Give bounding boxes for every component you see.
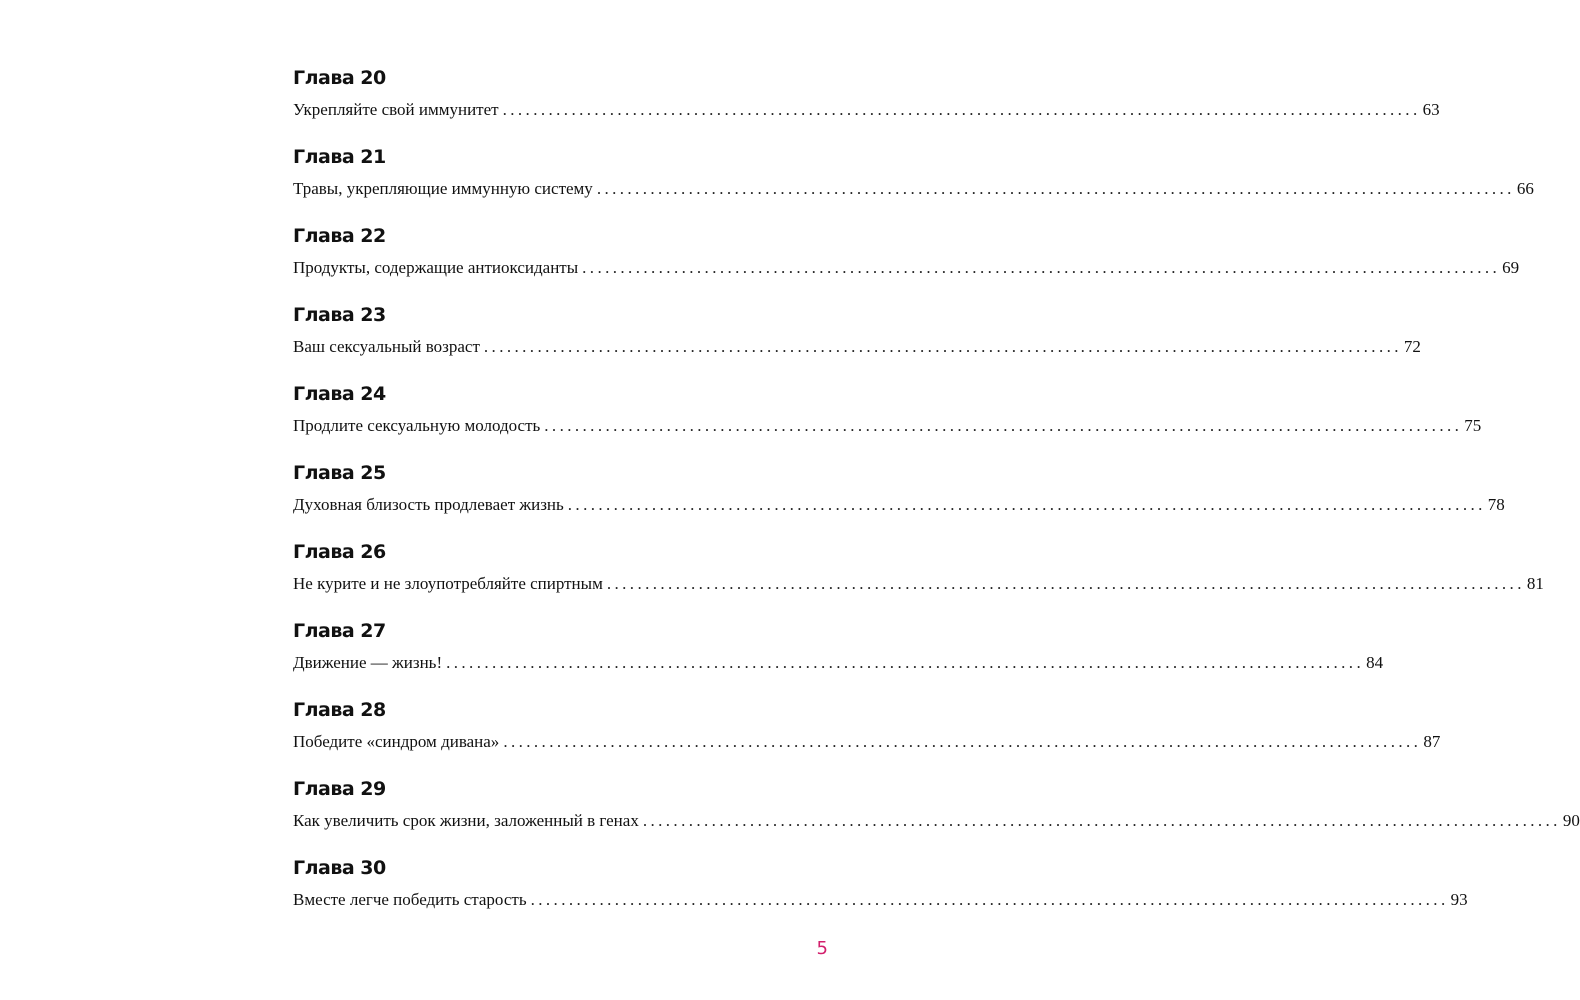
dot-leader: ........................................................................................................................	[483, 337, 1402, 356]
toc-entry[interactable]	[293, 255, 1520, 281]
toc-entry-page: 78	[1487, 495, 1505, 514]
toc-entry[interactable]	[293, 492, 1505, 518]
toc-entry[interactable]	[293, 729, 1441, 755]
toc-chapter	[293, 63, 1440, 142]
page-number: 5	[816, 938, 828, 959]
toc-entry-title: Вместе легче победить старость	[293, 890, 527, 909]
toc-entry-title: Духовная близость продлевает жизнь	[293, 495, 564, 514]
toc-chapter	[293, 221, 1520, 300]
toc-chapter	[293, 300, 1421, 379]
toc-entry-title: Движение — жизнь!	[293, 653, 443, 672]
toc-chapter	[293, 379, 1482, 458]
dot-leader: ........................................................................................................................	[642, 811, 1561, 830]
toc-entry-title: Продлите сексуальную молодость	[293, 416, 541, 435]
toc-entry-page: 90	[1562, 811, 1580, 830]
chapter-heading: Глава 23	[293, 304, 386, 326]
chapter-heading: Глава 21	[293, 146, 386, 168]
toc-chapter	[293, 458, 1505, 537]
chapter-heading: Глава 30	[293, 857, 386, 879]
toc-entry-page: 72	[1403, 337, 1421, 356]
chapter-heading: Глава 20	[293, 67, 386, 89]
toc-chapter	[293, 774, 1580, 853]
chapter-heading: Глава 24	[293, 383, 386, 405]
toc-entry[interactable]	[293, 97, 1440, 123]
toc-entry-title: Как увеличить срок жизни, заложенный в генах	[293, 811, 639, 830]
toc-entry[interactable]	[293, 413, 1482, 439]
toc-entry-page: 63	[1422, 100, 1440, 119]
toc-entry[interactable]	[293, 887, 1468, 913]
toc-entry-page: 84	[1366, 653, 1384, 672]
toc-entry-title: Не курите и не злоупотребляйте спиртным	[293, 574, 603, 593]
toc-entry-page: 93	[1450, 890, 1468, 909]
chapter-heading: Глава 25	[293, 462, 386, 484]
toc-entry-title: Победите «синдром дивана»	[293, 732, 500, 751]
toc-entry-page: 87	[1423, 732, 1441, 751]
chapter-heading: Глава 22	[293, 225, 386, 247]
table-of-contents	[293, 63, 1580, 932]
toc-entry-page: 69	[1502, 258, 1520, 277]
dot-leader: ........................................................................................................................	[502, 100, 1421, 119]
toc-entry-page: 75	[1464, 416, 1482, 435]
toc-entry-page: 66	[1516, 179, 1534, 198]
dot-leader: ........................................................................................................................	[606, 574, 1525, 593]
chapter-heading: Глава 28	[293, 699, 386, 721]
toc-chapter	[293, 853, 1468, 932]
toc-entry[interactable]	[293, 176, 1534, 202]
toc-chapter	[293, 537, 1544, 616]
toc-entry[interactable]	[293, 808, 1580, 834]
dot-leader: ........................................................................................................................	[567, 495, 1486, 514]
toc-chapter	[293, 616, 1384, 695]
toc-entry-title: Укрепляйте свой иммунитет	[293, 100, 499, 119]
chapter-heading: Глава 26	[293, 541, 386, 563]
toc-entry-title: Продукты, содержащие антиоксиданты	[293, 258, 579, 277]
toc-entry[interactable]	[293, 650, 1384, 676]
dot-leader: ........................................................................................................................	[503, 732, 1422, 751]
toc-entry[interactable]	[293, 334, 1421, 360]
dot-leader: ........................................................................................................................	[544, 416, 1463, 435]
dot-leader: ........................................................................................................................	[530, 890, 1449, 909]
toc-entry-title: Ваш сексуальный возраст	[293, 337, 480, 356]
toc-entry-title: Травы, укрепляющие иммунную систему	[293, 179, 593, 198]
toc-chapter	[293, 695, 1441, 774]
toc-chapter	[293, 142, 1534, 221]
toc-entry[interactable]	[293, 571, 1544, 597]
dot-leader: ........................................................................................................................	[596, 179, 1515, 198]
dot-leader: ........................................................................................................................	[582, 258, 1501, 277]
chapter-heading: Глава 27	[293, 620, 386, 642]
chapter-heading: Глава 29	[293, 778, 386, 800]
toc-entry-page: 81	[1526, 574, 1544, 593]
dot-leader: ........................................................................................................................	[446, 653, 1365, 672]
